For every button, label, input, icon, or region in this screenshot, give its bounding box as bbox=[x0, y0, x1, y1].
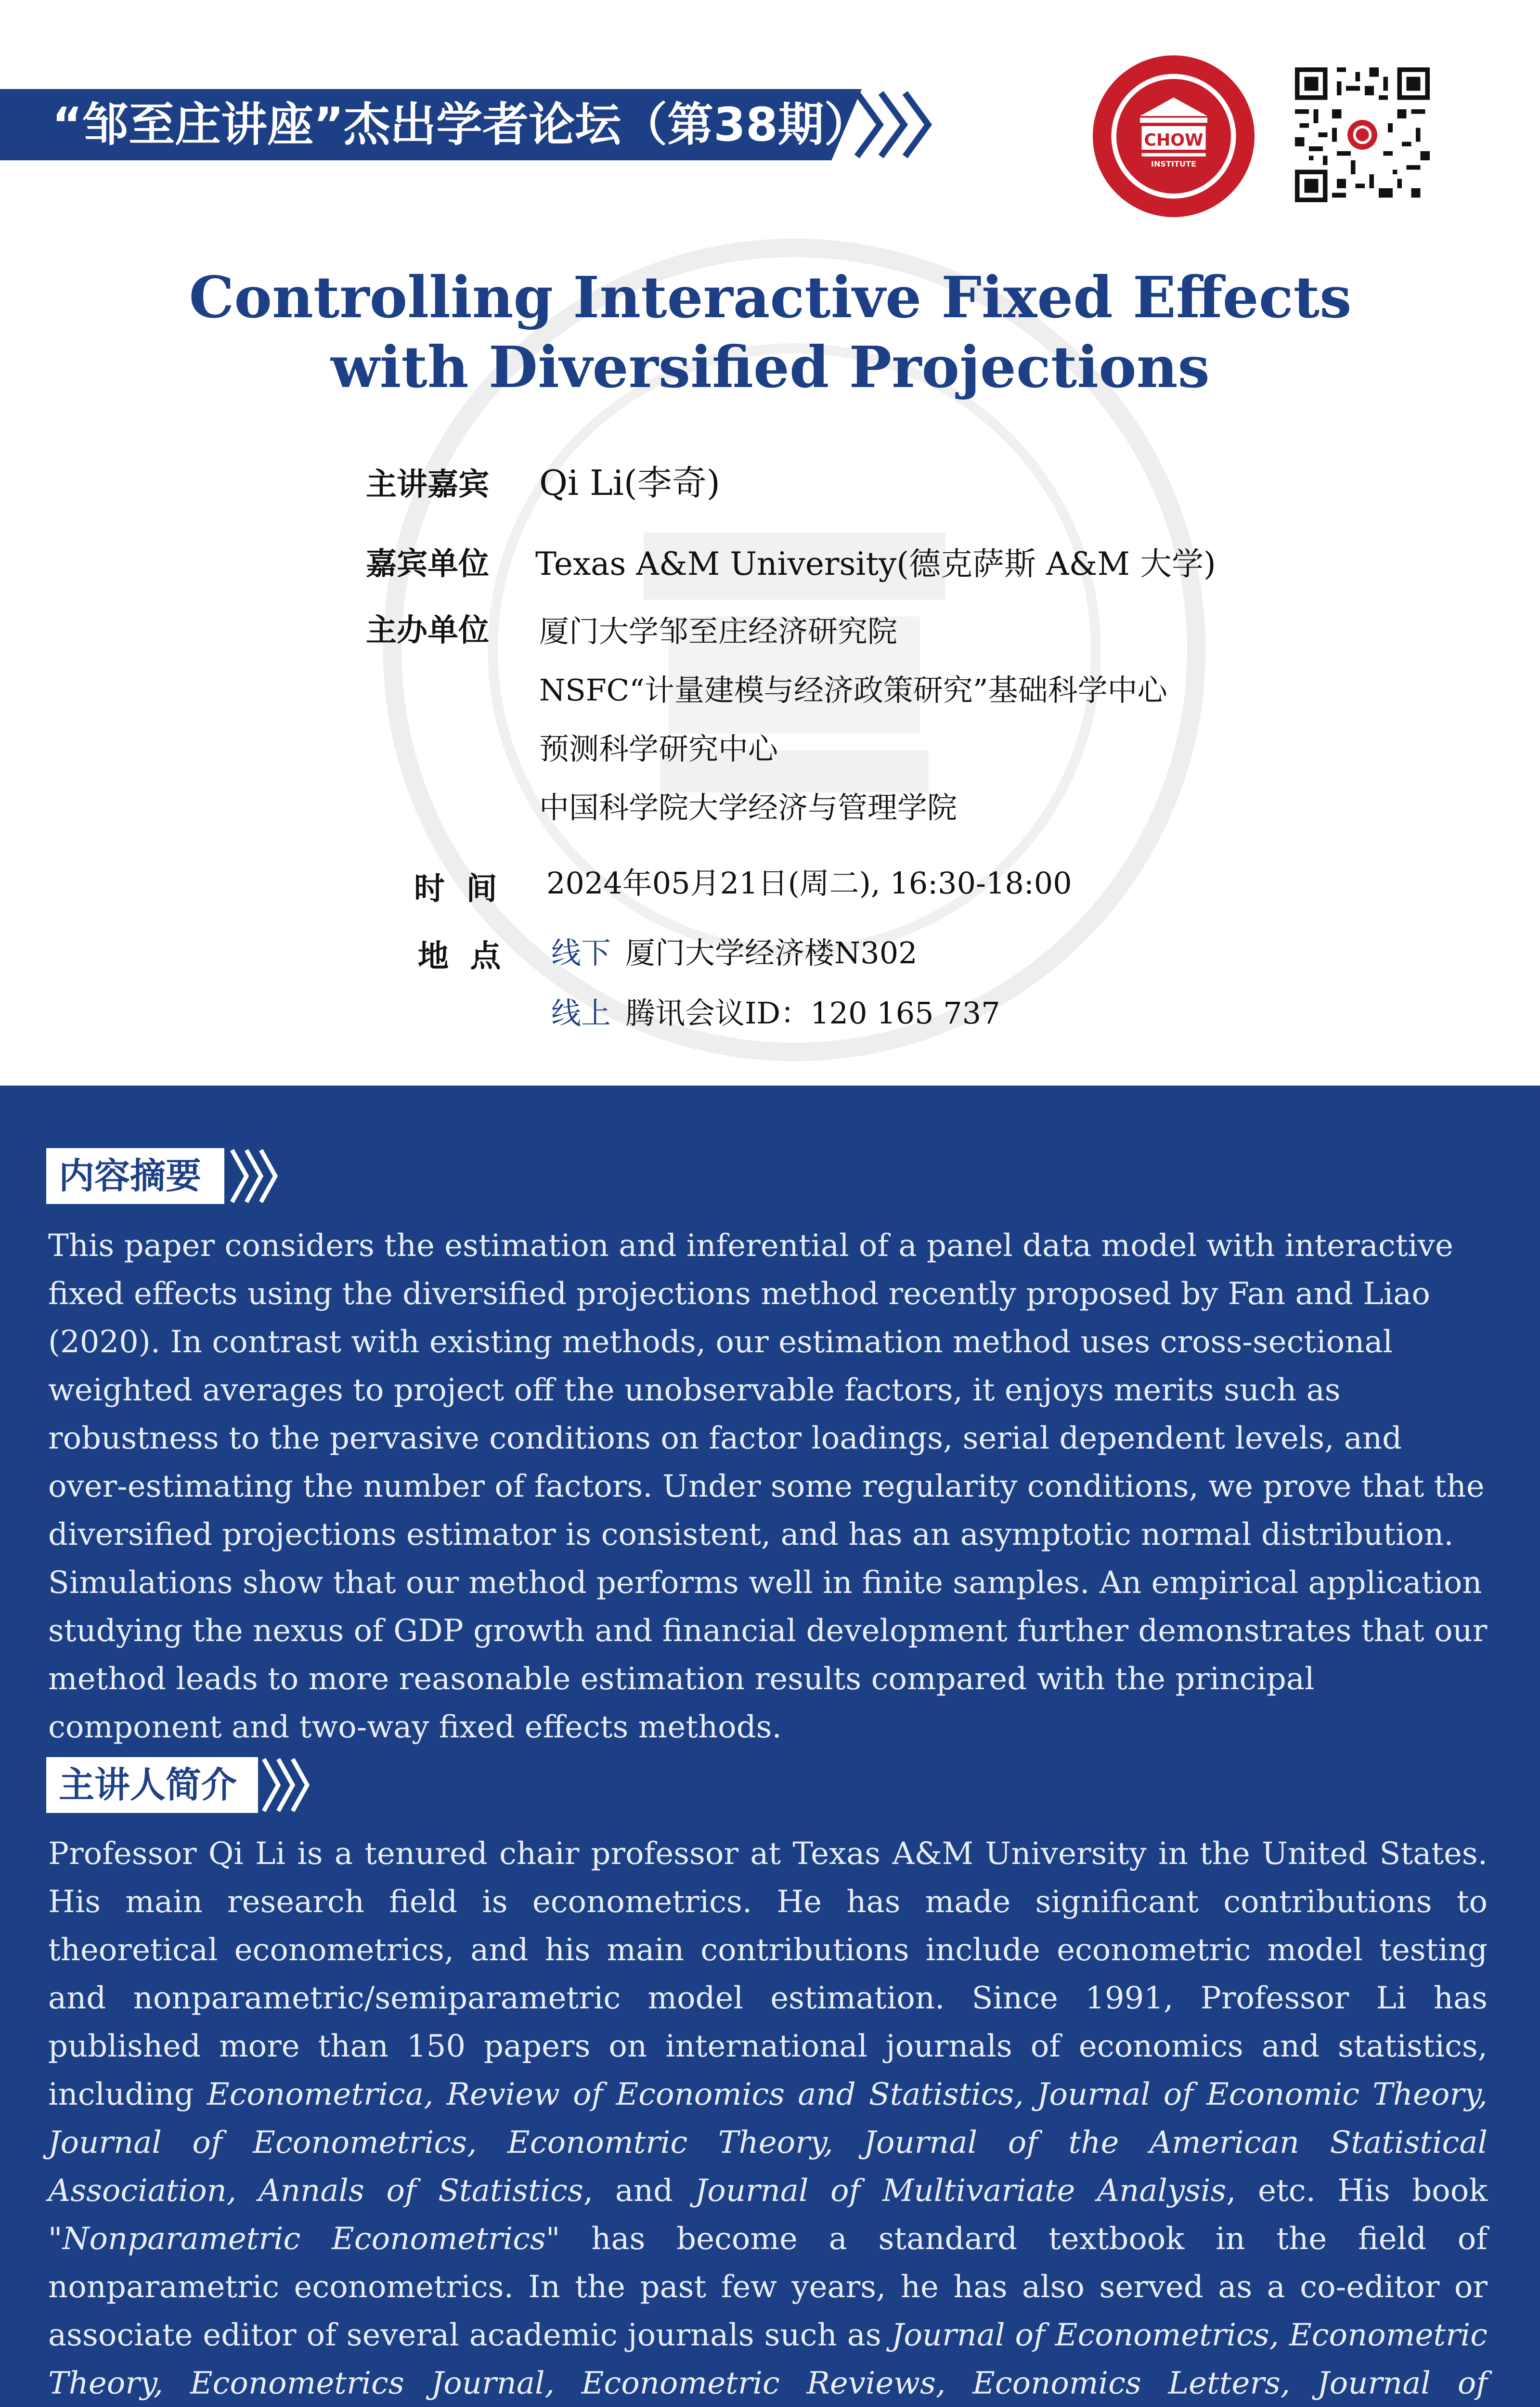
organizer-item: 厦门大学邹至庄经济研究院 bbox=[539, 614, 898, 649]
abstract-heading: 内容摘要 bbox=[46, 1148, 224, 1204]
time-value: 2024年05月21日(周二), 16:30-18:00 bbox=[546, 866, 1072, 901]
affiliation-value: Texas A&M University(德克萨斯 A&M 大学) bbox=[535, 545, 1216, 582]
online-tag: 线上 bbox=[551, 996, 611, 1031]
bio-heading: 主讲人简介 bbox=[46, 1757, 258, 1813]
logo-sublabel: INSTITUTE bbox=[1151, 159, 1197, 168]
series-title: “邹至庄讲座”杰出学者论坛（第38期） bbox=[52, 98, 870, 152]
bio-text-part: " has become a standard textbook in the field of nonparametric econometrics. In the past few years, he has also served as a co-editor or associate editor of several academic journals such as bbox=[48, 2221, 1488, 2353]
chevrons-icon bbox=[852, 89, 934, 160]
bio-journals: Econometrica, Review of Economics and Statistics, Journal of Economic Theory, Journal of Econometrics, Economtric Theory, Journal of the American Statistical Association, Annals of Statistics bbox=[48, 2077, 1488, 2209]
organizer-item: 中国科学院大学经济与管理学院 bbox=[539, 790, 958, 825]
bio-text bbox=[48, 1830, 1488, 2407]
lecture-title: Controlling Interactive Fixed Effects with Diversified Projections bbox=[189, 264, 1352, 401]
speaker-label: 主讲嘉宾 bbox=[366, 467, 489, 503]
offline-location bbox=[551, 929, 918, 972]
content-section bbox=[0, 1086, 1540, 2407]
bio-journals: Journal of Econometrics, Econometric Theory, Econometrics Journal, Econometric Reviews, Economics Letters, Journal of bbox=[48, 2317, 1488, 2401]
header-section bbox=[0, 0, 1540, 1086]
time-label: 时 间 bbox=[414, 871, 497, 907]
institute-logo bbox=[1089, 52, 1258, 220]
organizer-item: 预测科学研究中心 bbox=[539, 731, 778, 766]
bio-book-title: Nonparametric Econometrics bbox=[62, 2221, 546, 2257]
affiliation-label: 嘉宾单位 bbox=[366, 546, 489, 582]
organizer-label: 主办单位 bbox=[366, 613, 489, 648]
place-label: 地 点 bbox=[418, 939, 501, 974]
chevrons-icon bbox=[260, 1755, 313, 1815]
offline-tag: 线下 bbox=[551, 935, 611, 971]
logo-label: CHOW bbox=[1144, 130, 1204, 150]
bio-text-part: , and bbox=[583, 2173, 695, 2209]
offline-value: 厦门大学经济楼N302 bbox=[625, 935, 918, 971]
bio-text-part: Professor Qi Li is a tenured chair professor at Texas A&M University in the United States. His main research field is econometrics. He has made significant contributions to theoretical econometrics, and his main contributions include econometric model testing and nonparametric/semiparametric model estimation. Since 1991, Professor Li has published more than 150 papers on international journals of economics and statistics, including bbox=[48, 1836, 1488, 2112]
online-location bbox=[551, 989, 1000, 1032]
abstract-text: This paper considers the estimation and inferential of a panel data model with interactive fixed effects using the diversified projections method recently proposed by Fan and Liao (2020). In contrast with existing methods, our estimation method uses cross-sectional weighted averages to project off the unobservable factors, it enjoys merits such as robustness to the pervasive conditions on factor loadings, serial dependent levels, and over-estimating the number of factors. Under some regularity conditions, we prove that the diversified projections estimator is consistent, and has an asymptotic normal distribution. Simulations show that our method performs well in finite samples. An empirical application studying the nexus of GDP growth and financial development further demonstrates that our method leads to more reasonable estimation results compared with the principal component and two-way fixed effects methods. bbox=[48, 1228, 1488, 1745]
online-value: 腾讯会议ID：120 165 737 bbox=[625, 996, 1000, 1031]
bio-journals: Journal of Multivariate Analysis bbox=[695, 2173, 1227, 2209]
bio-text-part: , etc. His book " bbox=[48, 2173, 1488, 2257]
chevrons-icon bbox=[228, 1146, 281, 1206]
qr-code-icon[interactable] bbox=[1295, 67, 1430, 202]
speaker-name: Qi Li(李奇) bbox=[539, 463, 720, 503]
organizer-item: NSFC“计量建模与经济政策研究”基础科学中心 bbox=[539, 673, 1167, 708]
